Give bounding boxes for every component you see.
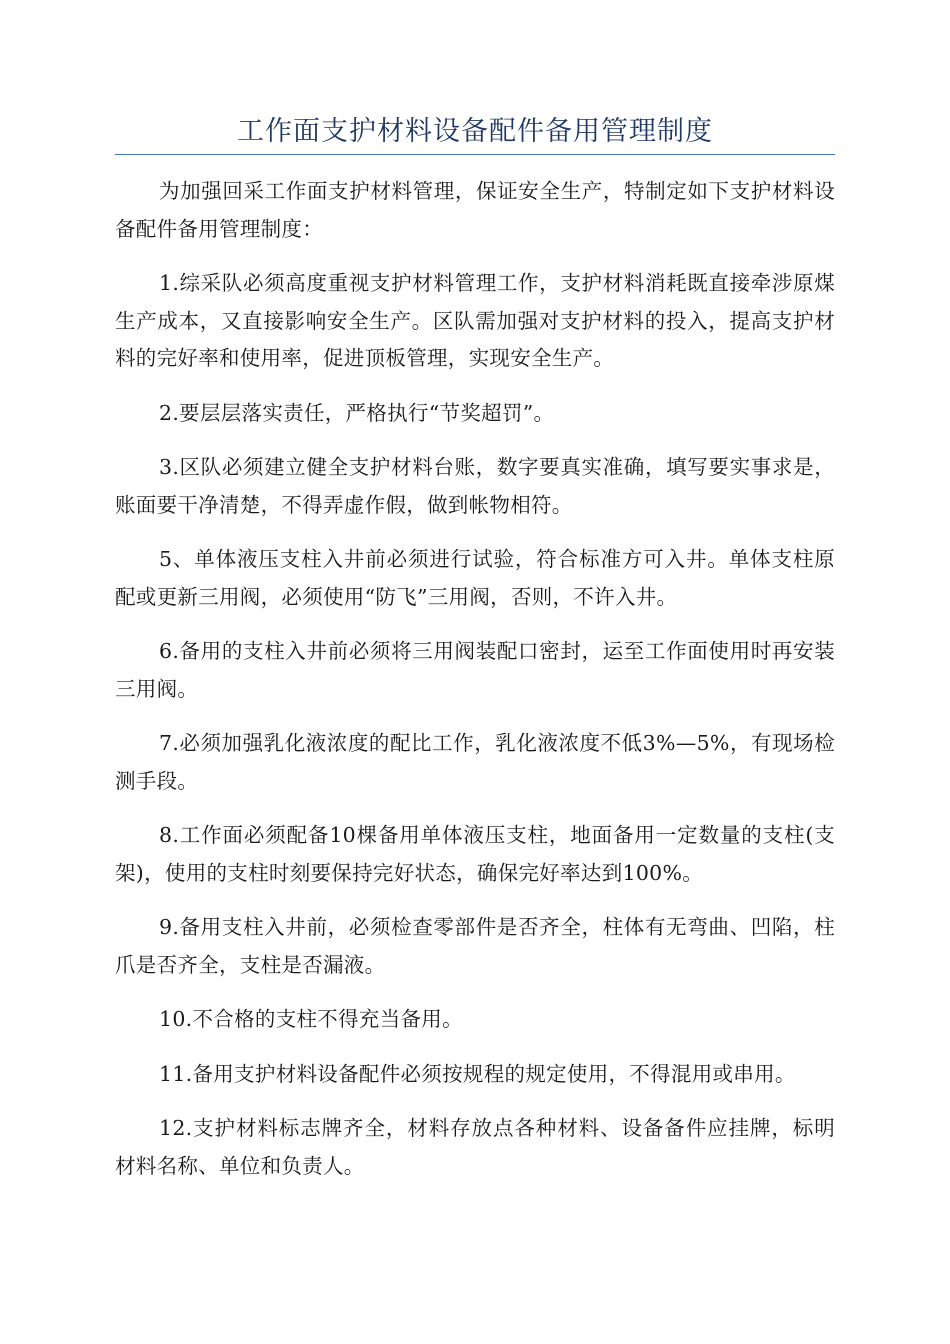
rule-paragraph-9: 9.备用支柱入井前，必须检查零部件是否齐全，柱体有无弯曲、凹陷，柱爪是否齐全，支柱是否漏液。 (115, 915, 835, 977)
intro-paragraph: 为加强回采工作面支护材料管理，保证安全生产，特制定如下支护材料设备配件备用管理制度： (115, 179, 835, 241)
rule-paragraph-10: 10.不合格的支柱不得充当备用。 (159, 1007, 463, 1031)
rule-paragraph-3: 3.区队必须建立健全支护材料台账，数字要真实准确，填写要实事求是，账面要干净清楚，不得弄虚作假，做到帐物相符。 (115, 455, 835, 517)
rule-paragraph-12: 12.支护材料标志牌齐全，材料存放点各种材料、设备备件应挂牌，标明材料名称、单位和负责人。 (115, 1116, 835, 1178)
rule-paragraph-8: 8.工作面必须配备10棵备用单体液压支柱，地面备用一定数量的支柱(支架)，使用的支柱时刻要保持完好状态，确保完好率达到100%。 (115, 823, 835, 885)
document-page (115, 112, 835, 1202)
rule-paragraph-5: 5、单体液压支柱入井前必须进行试验，符合标准方可入井。单体支柱原配或更新三用阀，必须使用“防飞”三用阀，否则，不许入井。 (115, 547, 835, 609)
rule-paragraph-6: 6.备用的支柱入井前必须将三用阀装配口密封，运至工作面使用时再安装三用阀。 (115, 639, 835, 701)
document-title: 工作面支护材料设备配件备用管理制度 (237, 116, 713, 147)
rule-paragraph-11: 11.备用支护材料设备配件必须按规程的规定使用，不得混用或串用。 (159, 1061, 796, 1086)
rule-paragraph-1: 1.综采队必须高度重视支护材料管理工作，支护材料消耗既直接牵涉原煤生产成本，又直接影响安全生产。区队需加强对支护材料的投入，提高支护材料的完好率和使用率，促进顶板管理，实现安全生产。 (115, 271, 835, 370)
rule-paragraph-2: 2.要层层落实责任，严格执行“节奖超罚”。 (159, 400, 555, 425)
rule-paragraph-7: 7.必须加强乳化液浓度的配比工作，乳化液浓度不低3%—5%，有现场检测手段。 (115, 731, 835, 793)
title-underline (115, 154, 835, 155)
